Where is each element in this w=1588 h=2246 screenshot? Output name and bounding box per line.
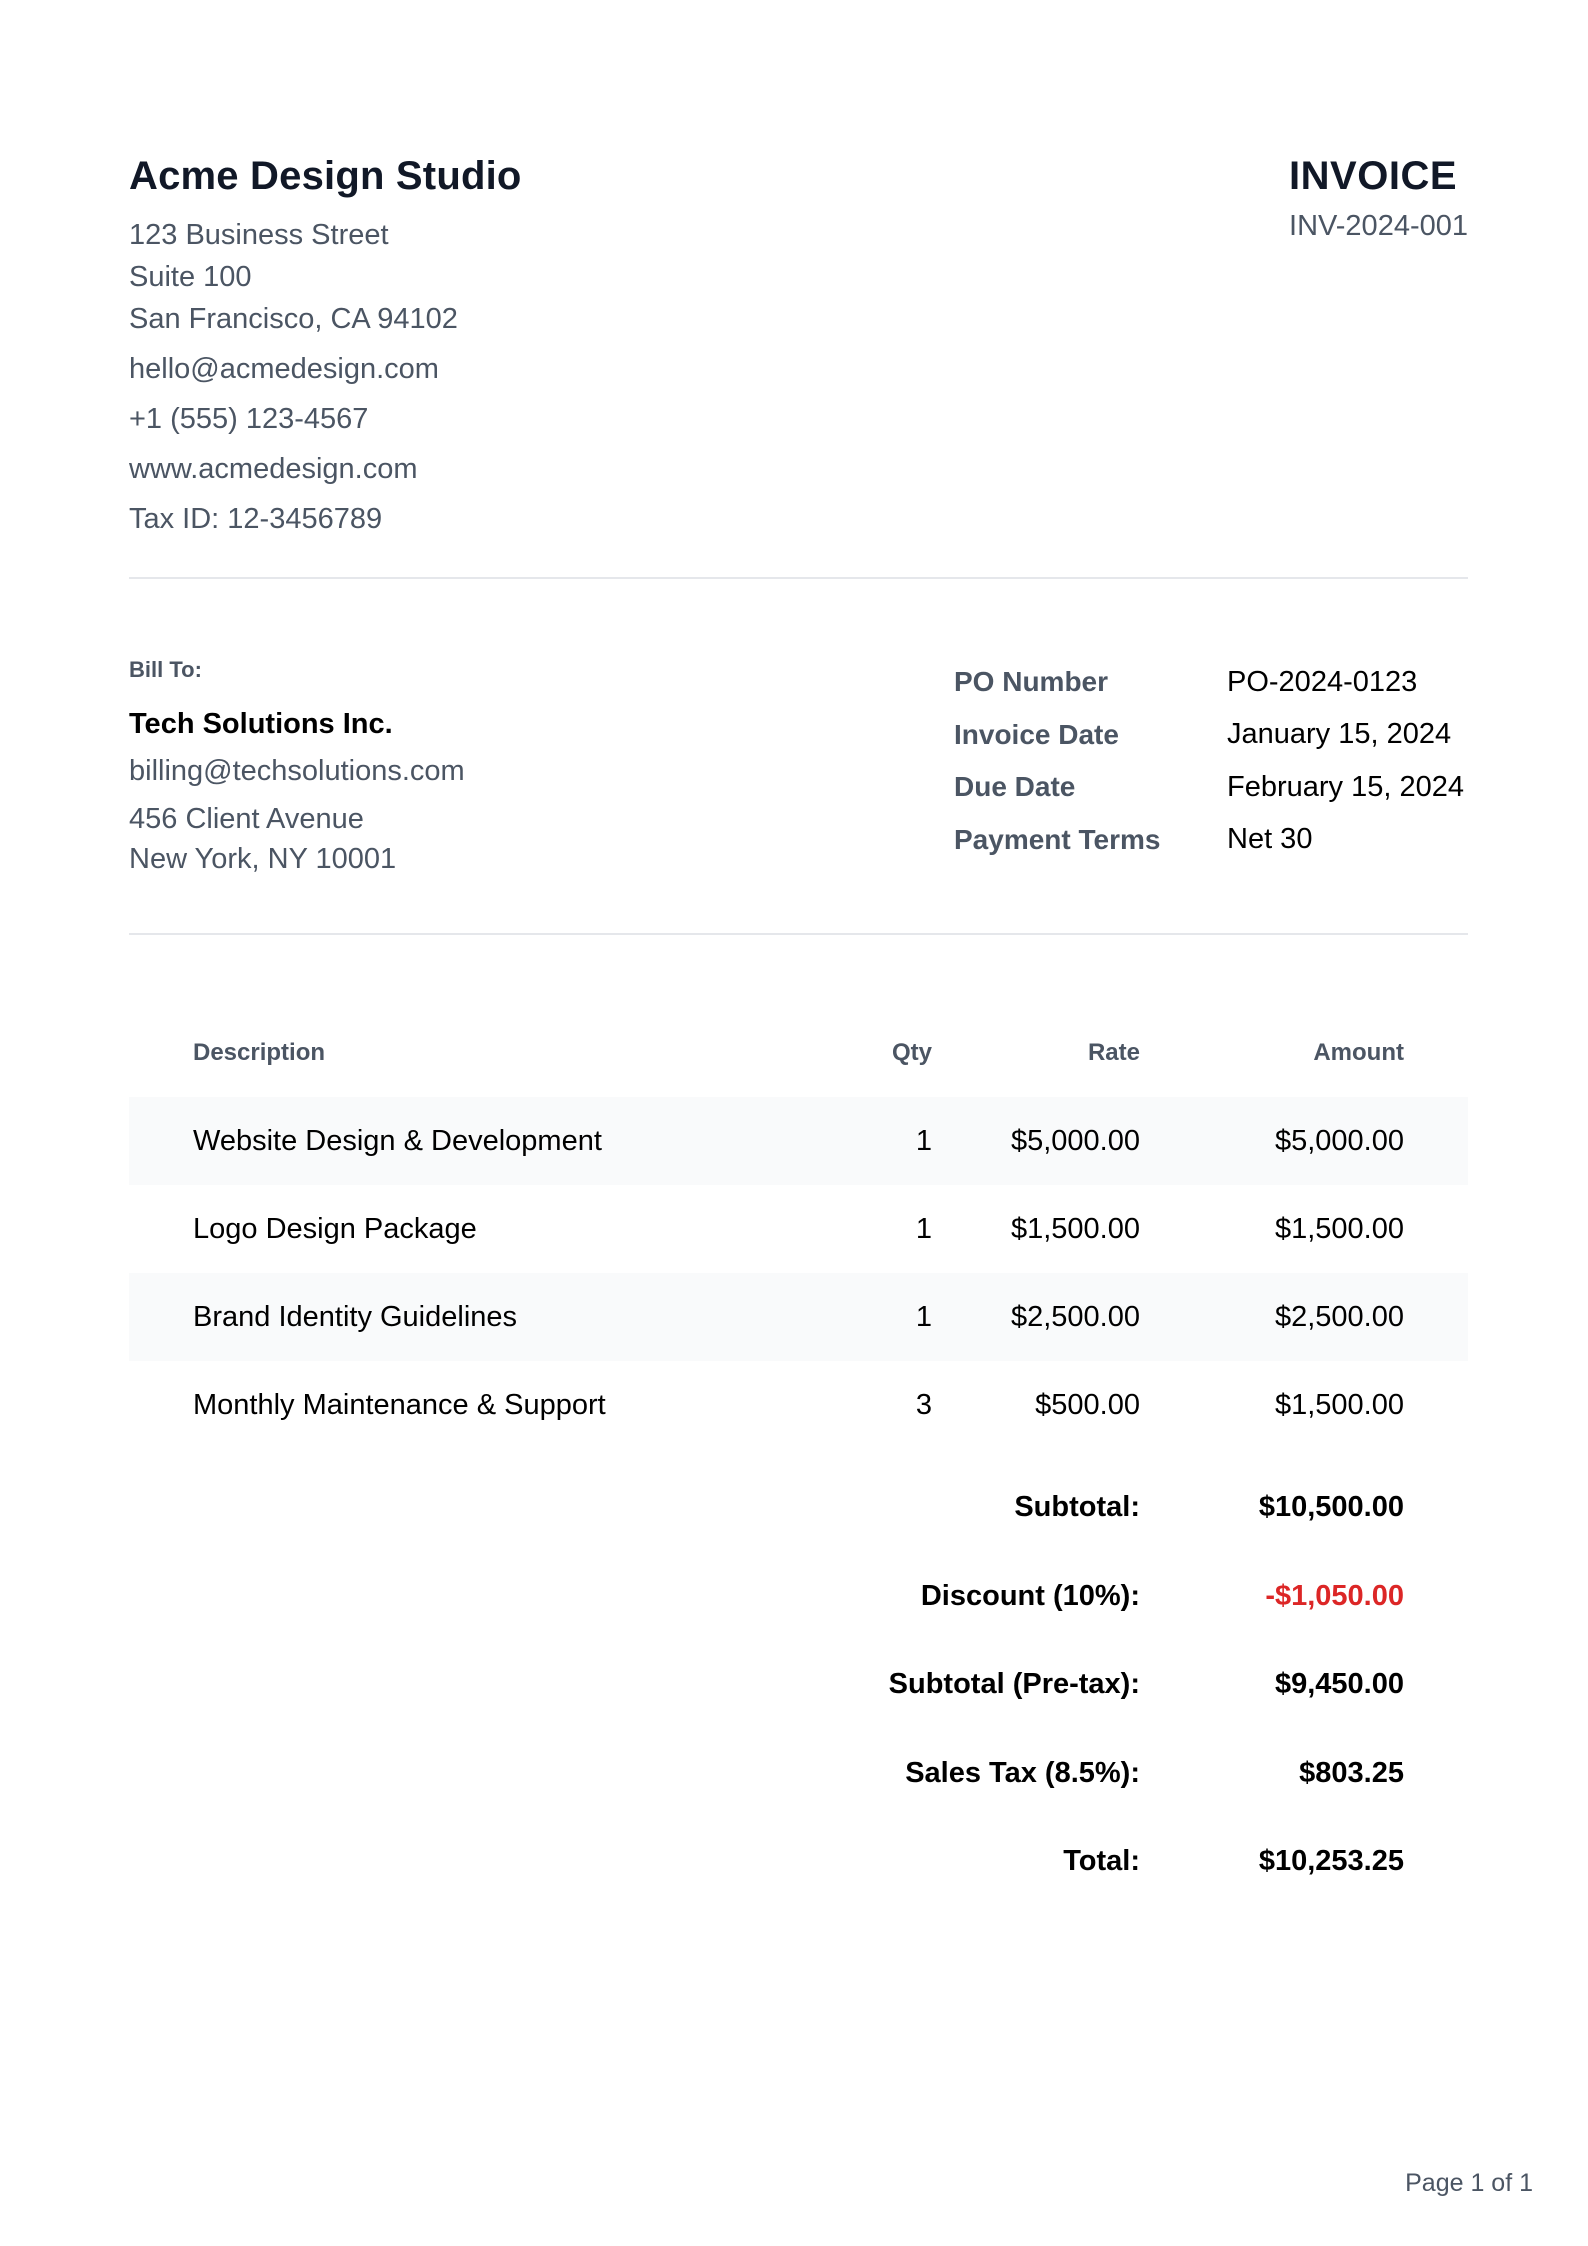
table-row bbox=[129, 1273, 1468, 1361]
client-email: billing@techsolutions.com bbox=[129, 755, 465, 787]
table-header bbox=[129, 1009, 1468, 1097]
line-items-table bbox=[129, 1009, 1468, 1449]
total-label: Subtotal: bbox=[1014, 1491, 1140, 1523]
item-qty: 1 bbox=[915, 1212, 932, 1245]
item-rate: $5,000.00 bbox=[1010, 1124, 1140, 1157]
company-name: Acme Design Studio bbox=[129, 154, 522, 198]
total-value-negative: -$1,050.00 bbox=[1265, 1579, 1404, 1612]
meta-row-due-date bbox=[954, 761, 1464, 814]
total-label: Subtotal (Pre-tax): bbox=[888, 1668, 1140, 1700]
total-row-grand-total bbox=[129, 1819, 1468, 1908]
company-address-line: San Francisco, CA 94102 bbox=[129, 303, 458, 335]
company-address bbox=[129, 214, 522, 340]
meta-row-payment-terms bbox=[954, 814, 1464, 867]
item-amount: $5,000.00 bbox=[1274, 1124, 1404, 1157]
total-label: Total: bbox=[1063, 1845, 1140, 1877]
item-description: Logo Design Package bbox=[193, 1212, 477, 1245]
meta-value: January 15, 2024 bbox=[1227, 718, 1452, 751]
header-qty: Qty bbox=[891, 1039, 932, 1066]
total-value: $9,450.00 bbox=[1274, 1668, 1404, 1700]
item-qty: 1 bbox=[915, 1124, 932, 1157]
item-amount: $2,500.00 bbox=[1274, 1300, 1404, 1333]
company-tax-id: Tax ID: 12-3456789 bbox=[129, 503, 383, 535]
client-address bbox=[129, 799, 829, 879]
item-rate: $1,500.00 bbox=[1010, 1212, 1140, 1245]
divider bbox=[129, 577, 1468, 579]
total-label: Sales Tax (8.5%): bbox=[905, 1756, 1140, 1789]
invoice-title-block bbox=[1289, 148, 1468, 540]
item-rate: $2,500.00 bbox=[1010, 1300, 1140, 1333]
item-amount: $1,500.00 bbox=[1274, 1212, 1404, 1245]
invoice-header bbox=[129, 148, 1468, 540]
meta-row-invoice-date bbox=[954, 709, 1464, 762]
client-name: Tech Solutions Inc. bbox=[129, 708, 393, 740]
meta-label: PO Number bbox=[954, 666, 1109, 698]
company-phone: +1 (555) 123-4567 bbox=[129, 403, 369, 435]
meta-label: Invoice Date bbox=[954, 718, 1119, 750]
company-info bbox=[129, 148, 522, 540]
meta-value: February 15, 2024 bbox=[1227, 770, 1464, 803]
header-amount: Amount bbox=[1313, 1039, 1404, 1066]
total-value: $10,500.00 bbox=[1258, 1491, 1404, 1523]
total-row-tax bbox=[129, 1731, 1468, 1820]
meta-row-po-number bbox=[954, 656, 1464, 709]
table-row bbox=[129, 1185, 1468, 1273]
table-row bbox=[129, 1361, 1468, 1449]
invoice-number: INV-2024-001 bbox=[1289, 210, 1468, 242]
invoice-title: INVOICE bbox=[1289, 154, 1458, 198]
item-description: Monthly Maintenance & Support bbox=[193, 1388, 606, 1421]
item-qty: 1 bbox=[915, 1300, 932, 1333]
invoice-meta bbox=[954, 656, 1464, 866]
item-qty: 3 bbox=[915, 1388, 932, 1421]
header-rate: Rate bbox=[1087, 1039, 1140, 1066]
total-value: $803.25 bbox=[1299, 1756, 1404, 1789]
total-row-pretax bbox=[129, 1642, 1468, 1731]
header-description: Description bbox=[193, 1039, 326, 1066]
meta-value: PO-2024-0123 bbox=[1227, 665, 1418, 698]
divider bbox=[129, 933, 1468, 935]
total-label: Discount (10%): bbox=[920, 1579, 1140, 1612]
item-description: Brand Identity Guidelines bbox=[193, 1300, 518, 1333]
total-row-discount bbox=[129, 1554, 1468, 1643]
client-address-line: 456 Client Avenue bbox=[129, 803, 364, 835]
company-address-line: Suite 100 bbox=[129, 261, 252, 293]
grand-total-value: $10,253.25 bbox=[1258, 1845, 1404, 1877]
meta-label: Due Date bbox=[954, 771, 1076, 803]
meta-label: Payment Terms bbox=[954, 823, 1161, 855]
meta-value: Net 30 bbox=[1227, 823, 1313, 856]
company-address-line: 123 Business Street bbox=[129, 219, 389, 251]
bill-to-section bbox=[129, 655, 829, 879]
item-rate: $500.00 bbox=[1035, 1388, 1140, 1421]
table-row bbox=[129, 1097, 1468, 1185]
client-address-line: New York, NY 10001 bbox=[129, 843, 397, 875]
page-number: Page 1 of 1 bbox=[1405, 2169, 1533, 2197]
total-row-subtotal bbox=[129, 1465, 1468, 1554]
company-email: hello@acmedesign.com bbox=[129, 353, 439, 385]
bill-to-label: Bill To: bbox=[129, 657, 202, 682]
item-description: Website Design & Development bbox=[193, 1124, 602, 1157]
company-website: www.acmedesign.com bbox=[129, 453, 418, 485]
totals-section bbox=[129, 1465, 1468, 1908]
item-amount: $1,500.00 bbox=[1274, 1388, 1404, 1421]
